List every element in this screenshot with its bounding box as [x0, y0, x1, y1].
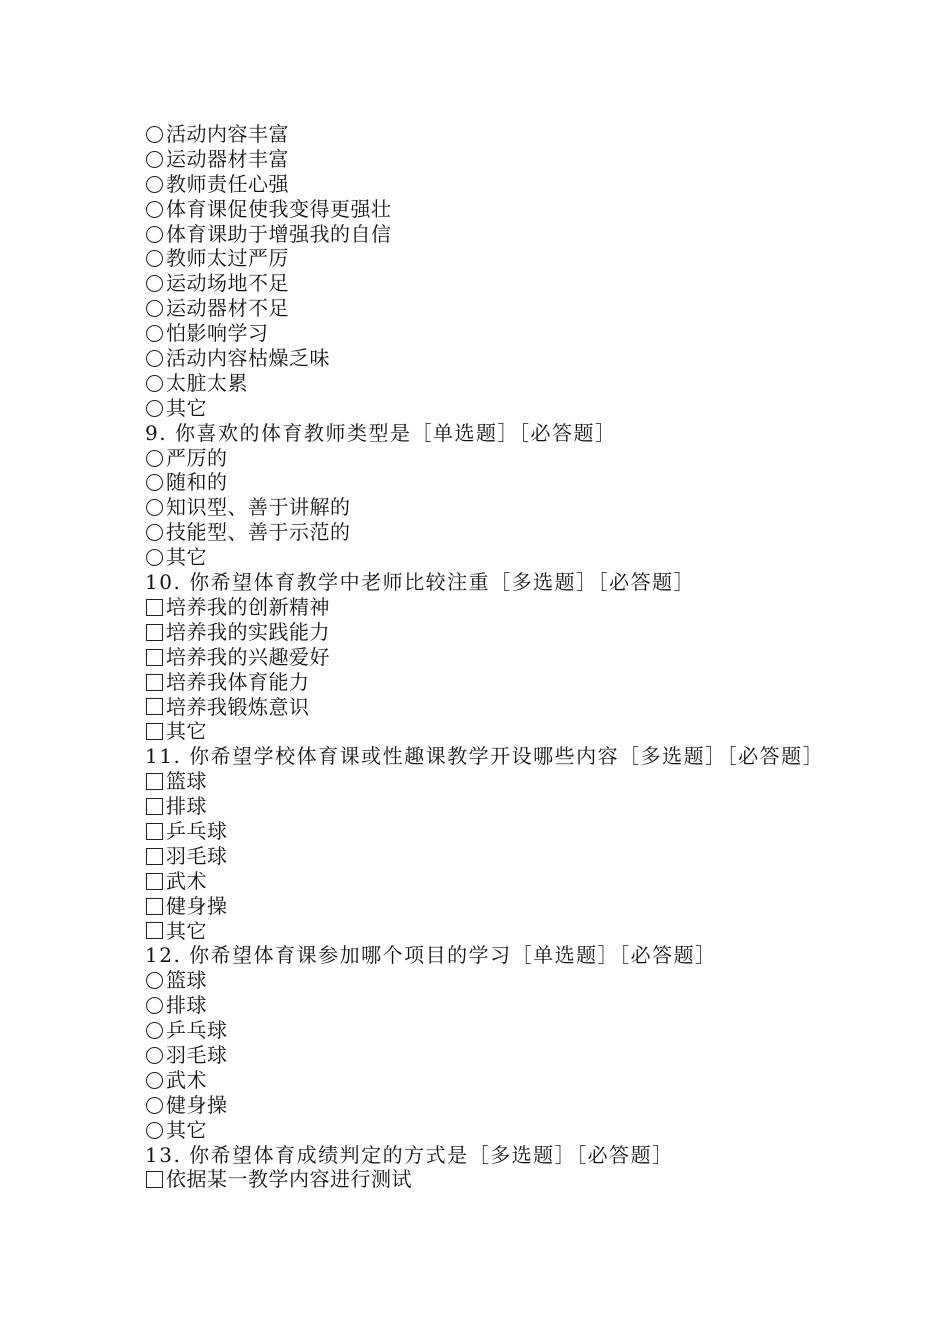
radio-icon[interactable] — [146, 1047, 163, 1064]
option-label: 体育课促使我变得更强壮 — [166, 196, 392, 221]
q9-option-3[interactable] — [145, 495, 815, 520]
radio-icon[interactable] — [146, 1072, 163, 1089]
option-label: 武术 — [166, 1067, 207, 1092]
option-label: 教师太过严厉 — [166, 246, 289, 271]
radio-icon[interactable] — [146, 450, 163, 467]
q8-option-5[interactable] — [145, 222, 815, 247]
q12-option-5[interactable] — [145, 1068, 815, 1093]
option-label: 培养我的创新精神 — [166, 594, 330, 619]
checkbox-icon[interactable] — [146, 798, 163, 815]
radio-icon[interactable] — [146, 1022, 163, 1039]
checkbox-icon[interactable] — [146, 624, 163, 641]
q9-option-2[interactable] — [145, 470, 815, 495]
q12-option-7[interactable] — [145, 1118, 815, 1143]
option-label: 严厉的 — [166, 445, 228, 470]
checkbox-icon[interactable] — [146, 674, 163, 691]
q8-option-1[interactable] — [145, 122, 815, 147]
option-label: 武术 — [166, 868, 207, 893]
q10-option-3[interactable] — [145, 645, 815, 670]
checkbox-icon[interactable] — [146, 723, 163, 740]
checkbox-icon[interactable] — [146, 922, 163, 939]
q13-option-1[interactable] — [145, 1167, 815, 1192]
checkbox-icon[interactable] — [146, 823, 163, 840]
radio-icon[interactable] — [146, 1122, 163, 1139]
option-label: 随和的 — [166, 470, 228, 495]
q8-option-12[interactable] — [145, 396, 815, 421]
q11-option-6[interactable] — [145, 894, 815, 919]
q9-option-5[interactable] — [145, 545, 815, 570]
q8-option-6[interactable] — [145, 246, 815, 271]
option-label: 健身操 — [166, 1092, 228, 1117]
question-9-title: 9. 你喜欢的体育教师类型是［单选题］［必答题］ — [145, 420, 617, 445]
checkbox-icon[interactable] — [146, 1171, 163, 1188]
radio-icon[interactable] — [146, 474, 163, 491]
checkbox-icon[interactable] — [146, 599, 163, 616]
q11-option-1[interactable] — [145, 769, 815, 794]
option-label: 篮球 — [166, 968, 207, 993]
radio-icon[interactable] — [146, 400, 163, 417]
radio-icon[interactable] — [146, 201, 163, 218]
q10-option-1[interactable] — [145, 595, 815, 620]
q10-option-2[interactable] — [145, 620, 815, 645]
q11-option-2[interactable] — [145, 794, 815, 819]
q12-option-4[interactable] — [145, 1043, 815, 1068]
option-label: 排球 — [166, 794, 207, 819]
q12-option-1[interactable] — [145, 968, 815, 993]
option-label: 技能型、善于示范的 — [166, 520, 351, 545]
radio-icon[interactable] — [146, 176, 163, 193]
q10-option-6[interactable] — [145, 719, 815, 744]
q12-option-2[interactable] — [145, 993, 815, 1018]
q8-option-11[interactable] — [145, 371, 815, 396]
option-label: 健身操 — [166, 893, 228, 918]
option-label: 培养我锻炼意识 — [166, 694, 310, 719]
checkbox-icon[interactable] — [146, 773, 163, 790]
option-label: 知识型、善于讲解的 — [166, 495, 351, 520]
question-11-title: 11. 你希望学校体育课或性趣课教学开设哪些内容［多选题］［必答题］ — [145, 744, 825, 769]
q8-option-2[interactable] — [145, 147, 815, 172]
q10-option-4[interactable] — [145, 670, 815, 695]
q8-option-3[interactable] — [145, 172, 815, 197]
radio-icon[interactable] — [146, 350, 163, 367]
q10-option-5[interactable] — [145, 695, 815, 720]
option-label: 其它 — [166, 545, 207, 570]
checkbox-icon[interactable] — [146, 649, 163, 666]
q11-option-5[interactable] — [145, 869, 815, 894]
option-label: 其它 — [166, 719, 207, 744]
q12-option-3[interactable] — [145, 1018, 815, 1043]
q8-option-9[interactable] — [145, 321, 815, 346]
radio-icon[interactable] — [146, 151, 163, 168]
q9-option-1[interactable] — [145, 446, 815, 471]
q8-option-4[interactable] — [145, 197, 815, 222]
option-label: 其它 — [166, 1117, 207, 1142]
radio-icon[interactable] — [146, 524, 163, 541]
option-label: 运动器材丰富 — [166, 146, 289, 171]
radio-icon[interactable] — [146, 1097, 163, 1114]
checkbox-icon[interactable] — [146, 873, 163, 890]
radio-icon[interactable] — [146, 375, 163, 392]
radio-icon[interactable] — [146, 325, 163, 342]
checkbox-icon[interactable] — [146, 698, 163, 715]
q8-option-10[interactable] — [145, 346, 815, 371]
option-label: 培养我体育能力 — [166, 669, 310, 694]
radio-icon[interactable] — [146, 275, 163, 292]
q8-option-8[interactable] — [145, 296, 815, 321]
radio-icon[interactable] — [146, 499, 163, 516]
q11-option-4[interactable] — [145, 844, 815, 869]
survey-document — [145, 122, 825, 1192]
q11-option-3[interactable] — [145, 819, 815, 844]
option-label: 其它 — [166, 918, 207, 943]
radio-icon[interactable] — [146, 997, 163, 1014]
radio-icon[interactable] — [146, 549, 163, 566]
question-10-title: 10. 你希望体育教学中老师比较注重［多选题］［必答题］ — [145, 570, 696, 595]
q8-option-7[interactable] — [145, 271, 815, 296]
checkbox-icon[interactable] — [146, 848, 163, 865]
question-12-title: 12. 你希望体育课参加哪个项目的学习［单选题］［必答题］ — [145, 943, 717, 968]
option-label: 活动内容丰富 — [166, 122, 289, 146]
option-label: 排球 — [166, 993, 207, 1018]
option-label: 篮球 — [166, 769, 207, 794]
option-label: 其它 — [166, 395, 207, 420]
question-13-title: 13. 你希望体育成绩判定的方式是［多选题］［必答题］ — [145, 1142, 674, 1167]
option-label: 培养我的兴趣爱好 — [166, 644, 330, 669]
q12-option-6[interactable] — [145, 1093, 815, 1118]
option-label: 体育课助于增强我的自信 — [166, 221, 392, 246]
radio-icon[interactable] — [146, 972, 163, 989]
checkbox-icon[interactable] — [146, 898, 163, 915]
option-label: 教师责任心强 — [166, 171, 289, 196]
option-label: 乒乓球 — [166, 1018, 228, 1043]
option-label: 培养我的实践能力 — [166, 619, 330, 644]
radio-icon[interactable] — [146, 226, 163, 243]
option-label: 依据某一教学内容进行测试 — [166, 1167, 412, 1192]
option-label: 羽毛球 — [166, 1043, 228, 1068]
radio-icon[interactable] — [146, 250, 163, 267]
option-label: 怕影响学习 — [166, 321, 269, 346]
option-label: 乒乓球 — [166, 818, 228, 843]
option-label: 羽毛球 — [166, 843, 228, 868]
option-label: 活动内容枯燥乏味 — [166, 346, 330, 371]
option-label: 运动场地不足 — [166, 271, 289, 296]
q11-option-7[interactable] — [145, 919, 815, 944]
option-label: 运动器材不足 — [166, 296, 289, 321]
radio-icon[interactable] — [146, 300, 163, 317]
option-label: 太脏太累 — [166, 370, 248, 395]
radio-icon[interactable] — [146, 126, 163, 143]
q9-option-4[interactable] — [145, 520, 815, 545]
